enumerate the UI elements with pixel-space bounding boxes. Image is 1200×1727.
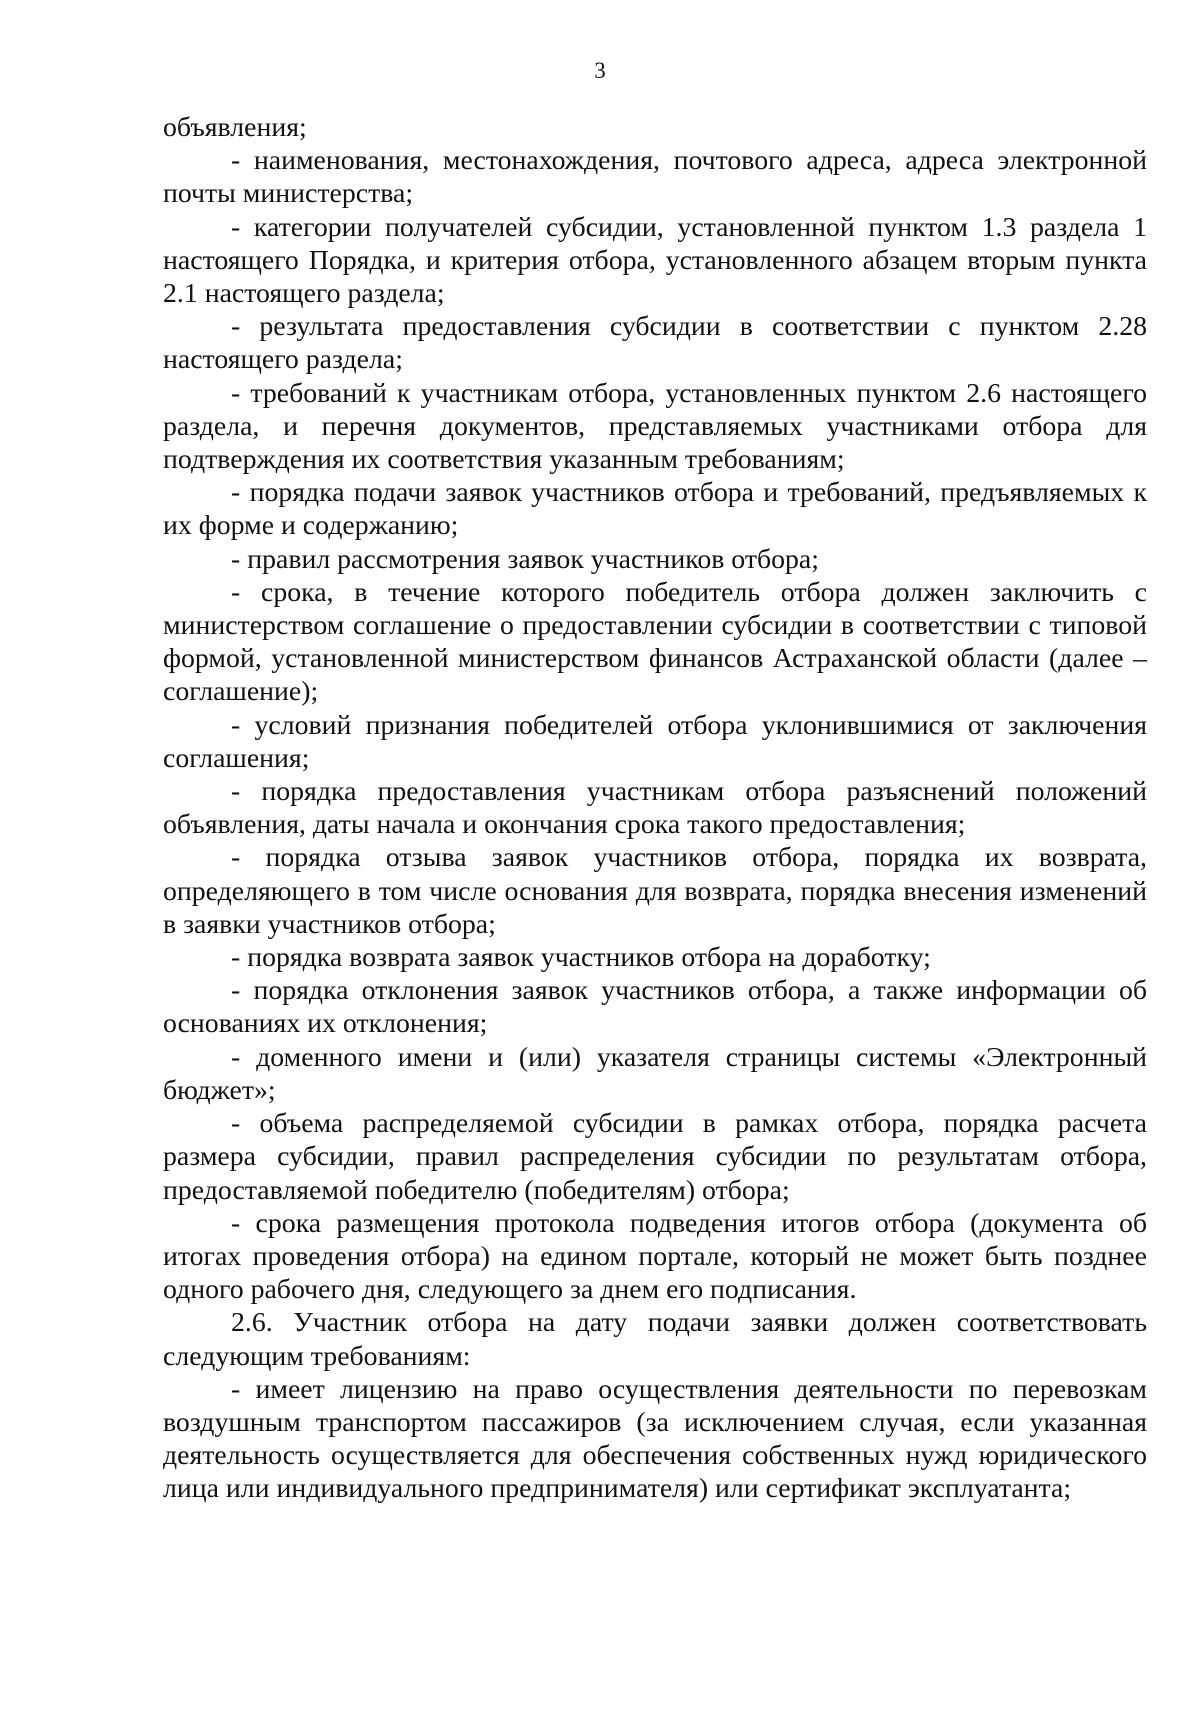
- paragraph-withdrawal: - порядка отзыва заявок участников отбора, порядка их возврата, определяющего в том числе основания для возврата, порядка внесения изменений в заявки участников отбора;: [163, 842, 1147, 940]
- paragraph-ministry-contacts: - наименования, местонахождения, почтового адреса, адреса электронной почты министерства;: [163, 145, 1147, 210]
- paragraph-subsidy-volume: - объема распределяемой субсидии в рамках отбора, порядка расчета размера субсидии, правил распределения субсидии по результатам отбора, предоставляемой победителю (победителям) отбора;: [163, 1108, 1147, 1206]
- paragraph-evasion-conditions: - условий признания победителей отбора уклонившимися от заключения соглашения;: [163, 709, 1147, 774]
- paragraph-protocol-deadline: - срока размещения протокола подведения итогов отбора (документа об итогах проведения отбора) на едином портале, который не может быть позднее одного рабочего дня, следующего за днем его подписания.: [163, 1207, 1147, 1306]
- paragraph-return-for-revision: - порядка возврата заявок участников отбора на доработку;: [231, 942, 931, 974]
- paragraph-rejection: - порядка отклонения заявок участников отбора, а также информации об основаниях их отклонения;: [163, 975, 1147, 1040]
- paragraph-license-requirement: - имеет лицензию на право осуществления деятельности по перевозкам воздушным транспортом пассажиров (за исключением случая, если указанная деятельность осуществляется для обеспечения собственных нужд юридического лица или индивидуального предпринимателя) или сертификат эксплуатанта;: [163, 1373, 1147, 1505]
- paragraph-announcement-continuation: объявления;: [163, 112, 307, 143]
- paragraph-subsidy-result: - результата предоставления субсидии в соответствии с пунктом 2.28 настоящего раздела;: [163, 311, 1147, 376]
- paragraph-domain-name: - доменного имени и (или) указателя страницы системы «Электронный бюджет»;: [163, 1041, 1147, 1106]
- paragraph-clarifications: - порядка предоставления участникам отбора разъяснений положений объявления, даты начала и окончания срока такого предоставления;: [163, 776, 1147, 841]
- page-number: 3: [594, 58, 606, 83]
- paragraph-review-rules: - правил рассмотрения заявок участников отбора;: [231, 543, 819, 575]
- document-body: [163, 111, 1147, 1506]
- paragraph-participant-requirements: - требований к участникам отбора, установленных пунктом 2.6 настоящего раздела, и перечня документов, представляемых участниками отбора для подтверждения их соответствия указанным требованиям;: [163, 377, 1147, 476]
- paragraph-recipient-category: - категории получателей субсидии, установленной пунктом 1.3 раздела 1 настоящего Порядка, и критерия отбора, установленного абзацем вторым пункта 2.1 настоящего раздела;: [163, 211, 1147, 310]
- paragraph-agreement-deadline: - срока, в течение которого победитель отбора должен заключить с министерством соглашение о предоставлении субсидии в соответствии с типовой формой, установленной министерством финансов Астраханской области (далее – соглашение);: [163, 576, 1147, 708]
- paragraph-application-procedure: - порядка подачи заявок участников отбора и требований, предъявляемых к их форме и содержанию;: [163, 477, 1147, 542]
- paragraph-section-2-6: 2.6. Участник отбора на дату подачи заявки должен соответствовать следующим требованиям:: [163, 1307, 1147, 1372]
